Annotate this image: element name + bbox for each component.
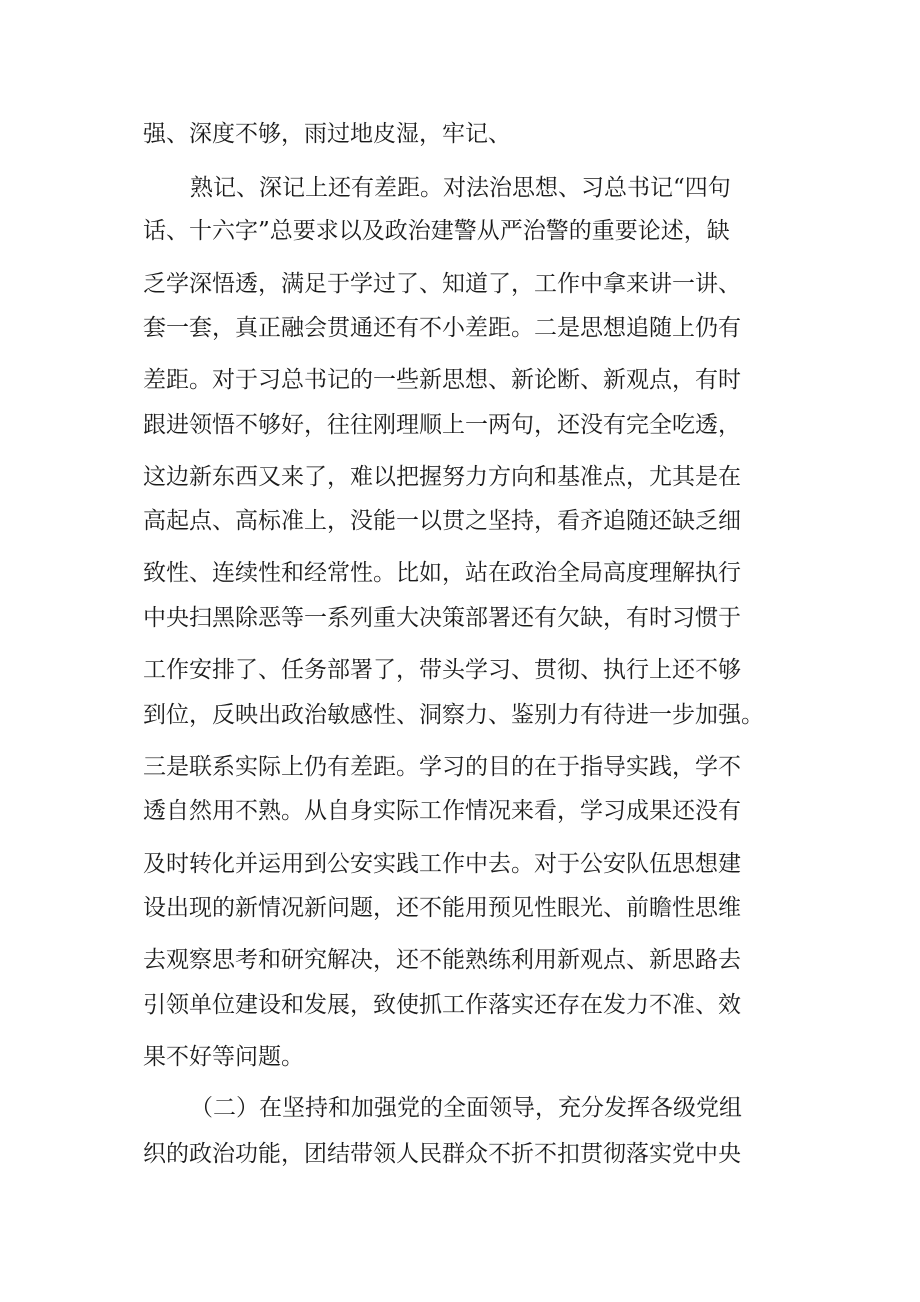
text-line: 乏学深悟透，满足于学过了、知道了，工作中拿来讲一讲、 bbox=[143, 271, 741, 297]
text-line: 设出现的新情况新问题，还不能用预见性眼光、前瞻性思维 bbox=[143, 895, 741, 921]
text-line: 致性、连续性和经常性。比如，站在政治全局高度理解执行 bbox=[143, 560, 741, 586]
text-line: （二）在坚持和加强党的全面领导，充分发挥各级党组 bbox=[190, 1095, 742, 1121]
text-line: 套一套，真正融会贯通还有不小差距。二是思想追随上仍有 bbox=[143, 315, 741, 341]
text-line: 强、深度不够，雨过地皮湿，牢记、 bbox=[143, 121, 511, 147]
text-line: 熟记、深记上还有差距。对法治思想、习总书记“四句 bbox=[190, 175, 731, 201]
text-line: 透自然用不熟。从自身实际工作情况来看，学习成果还没有 bbox=[143, 798, 741, 824]
text-line: 中央扫黑除恶等一系列重大决策部署还有欠缺，有时习惯于 bbox=[143, 605, 741, 631]
text-line: 及时转化并运用到公安实践工作中去。对于公安队伍思想建 bbox=[143, 851, 741, 877]
text-line: 跟进领悟不够好，往往刚理顺上一两句，还没有完全吃透， bbox=[143, 412, 741, 438]
text-line: 去观察思考和研究解决，还不能熟练利用新观点、新思路去 bbox=[143, 947, 741, 973]
text-line: 话、十六字”总要求以及政治建警从严治警的重要论述，缺 bbox=[143, 218, 730, 244]
text-line: 高起点、高标准上，没能一以贯之坚持，看齐追随还缺乏细 bbox=[143, 508, 741, 534]
text-line: 工作安排了、任务部署了，带头学习、贯彻、执行上还不够 bbox=[143, 657, 741, 683]
text-line: 差距。对于习总书记的一些新思想、新论断、新观点，有时 bbox=[143, 367, 741, 393]
text-line: 这边新东西又来了，难以把握努力方向和基准点，尤其是在 bbox=[143, 464, 741, 490]
text-line: 到位，反映出政治敏感性、洞察力、鉴别力有待进一步加强。 bbox=[143, 702, 764, 728]
text-line: 三是联系实际上仍有差距。学习的目的在于指导实践，学不 bbox=[143, 754, 741, 780]
text-line: 引领单位建设和发展，致使抓工作落实还存在发力不准、效 bbox=[143, 992, 741, 1018]
text-line: 果不好等问题。 bbox=[143, 1044, 304, 1070]
text-line: 织的政治功能，团结带领人民群众不折不扣贯彻落实党中央 bbox=[143, 1141, 741, 1167]
